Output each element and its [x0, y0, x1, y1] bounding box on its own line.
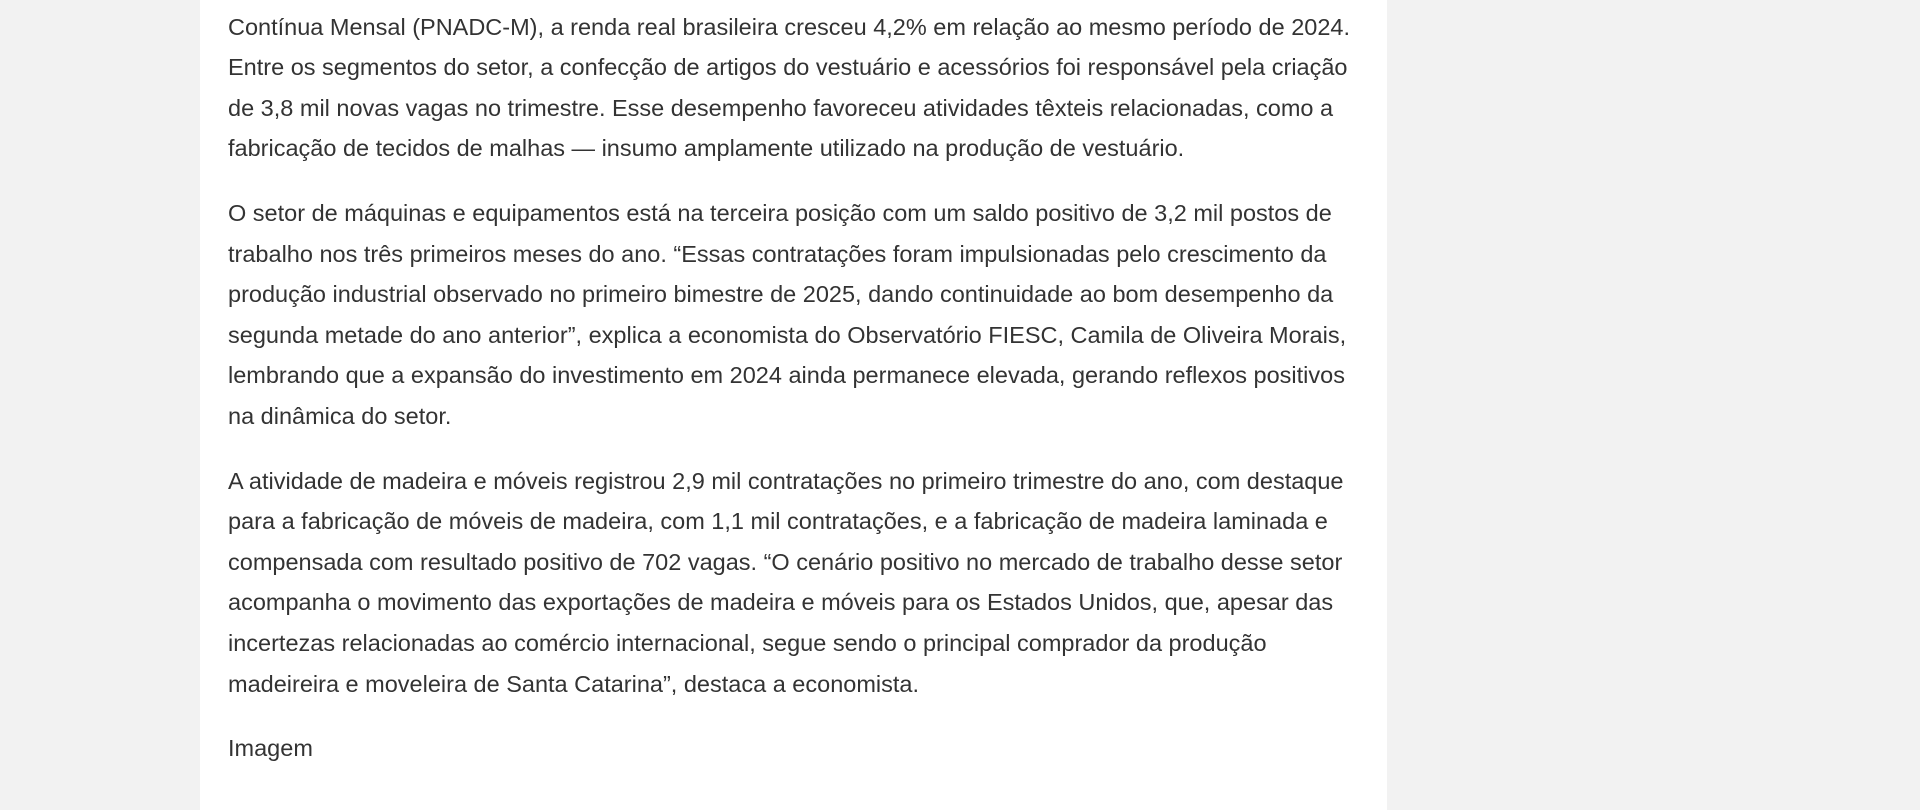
article-paragraph-3: A atividade de madeira e móveis registrou 2,9 mil contratações no primeiro trimestre do ano, com destaque para a fabricação de móveis de madeira, com 1,1 mil contratações, e a fabricação de madeira laminada e compensada com resultado positivo de 702 vagas. “O cenário positivo no mercado de trabalho desse setor acompanha o movimento das exportações de madeira e móveis para os Estados Unidos, que, apesar das incertezas relacionadas ao comércio internacional, segue sendo o principal comprador da produção madeireira e moveleira de Santa Catarina”, destaca a economista.	[228, 467, 1344, 697]
image-label: Imagem	[228, 735, 313, 762]
article-body	[228, 0, 1358, 769]
article-paragraph-1: Contínua Mensal (PNADC-M), a renda real brasileira cresceu 4,2% em relação ao mesmo período de 2024. Entre os segmentos do setor, a confecção de artigos do vestuário e acessórios foi responsável pela criação de 3,8 mil novas vagas no trimestre. Esse desempenho favoreceu atividades têxteis relacionadas, como a fabricação de tecidos de malhas — insumo amplamente utilizado na produção de vestuário.	[228, 13, 1351, 162]
article-card	[200, 0, 1387, 810]
article-paragraph-2: O setor de máquinas e equipamentos está na terceira posição com um saldo positivo de 3,2 mil postos de trabalho nos três primeiros meses do ano. “Essas contratações foram impulsionadas pelo crescimento da produção industrial observado no primeiro bimestre de 2025, dando continuidade ao bom desempenho da segunda metade do ano anterior”, explica a economista do Observatório FIESC, Camila de Oliveira Morais, lembrando que a expansão do investimento em 2024 ainda permanece elevada, gerando reflexos positivos na dinâmica do setor.	[228, 199, 1347, 429]
